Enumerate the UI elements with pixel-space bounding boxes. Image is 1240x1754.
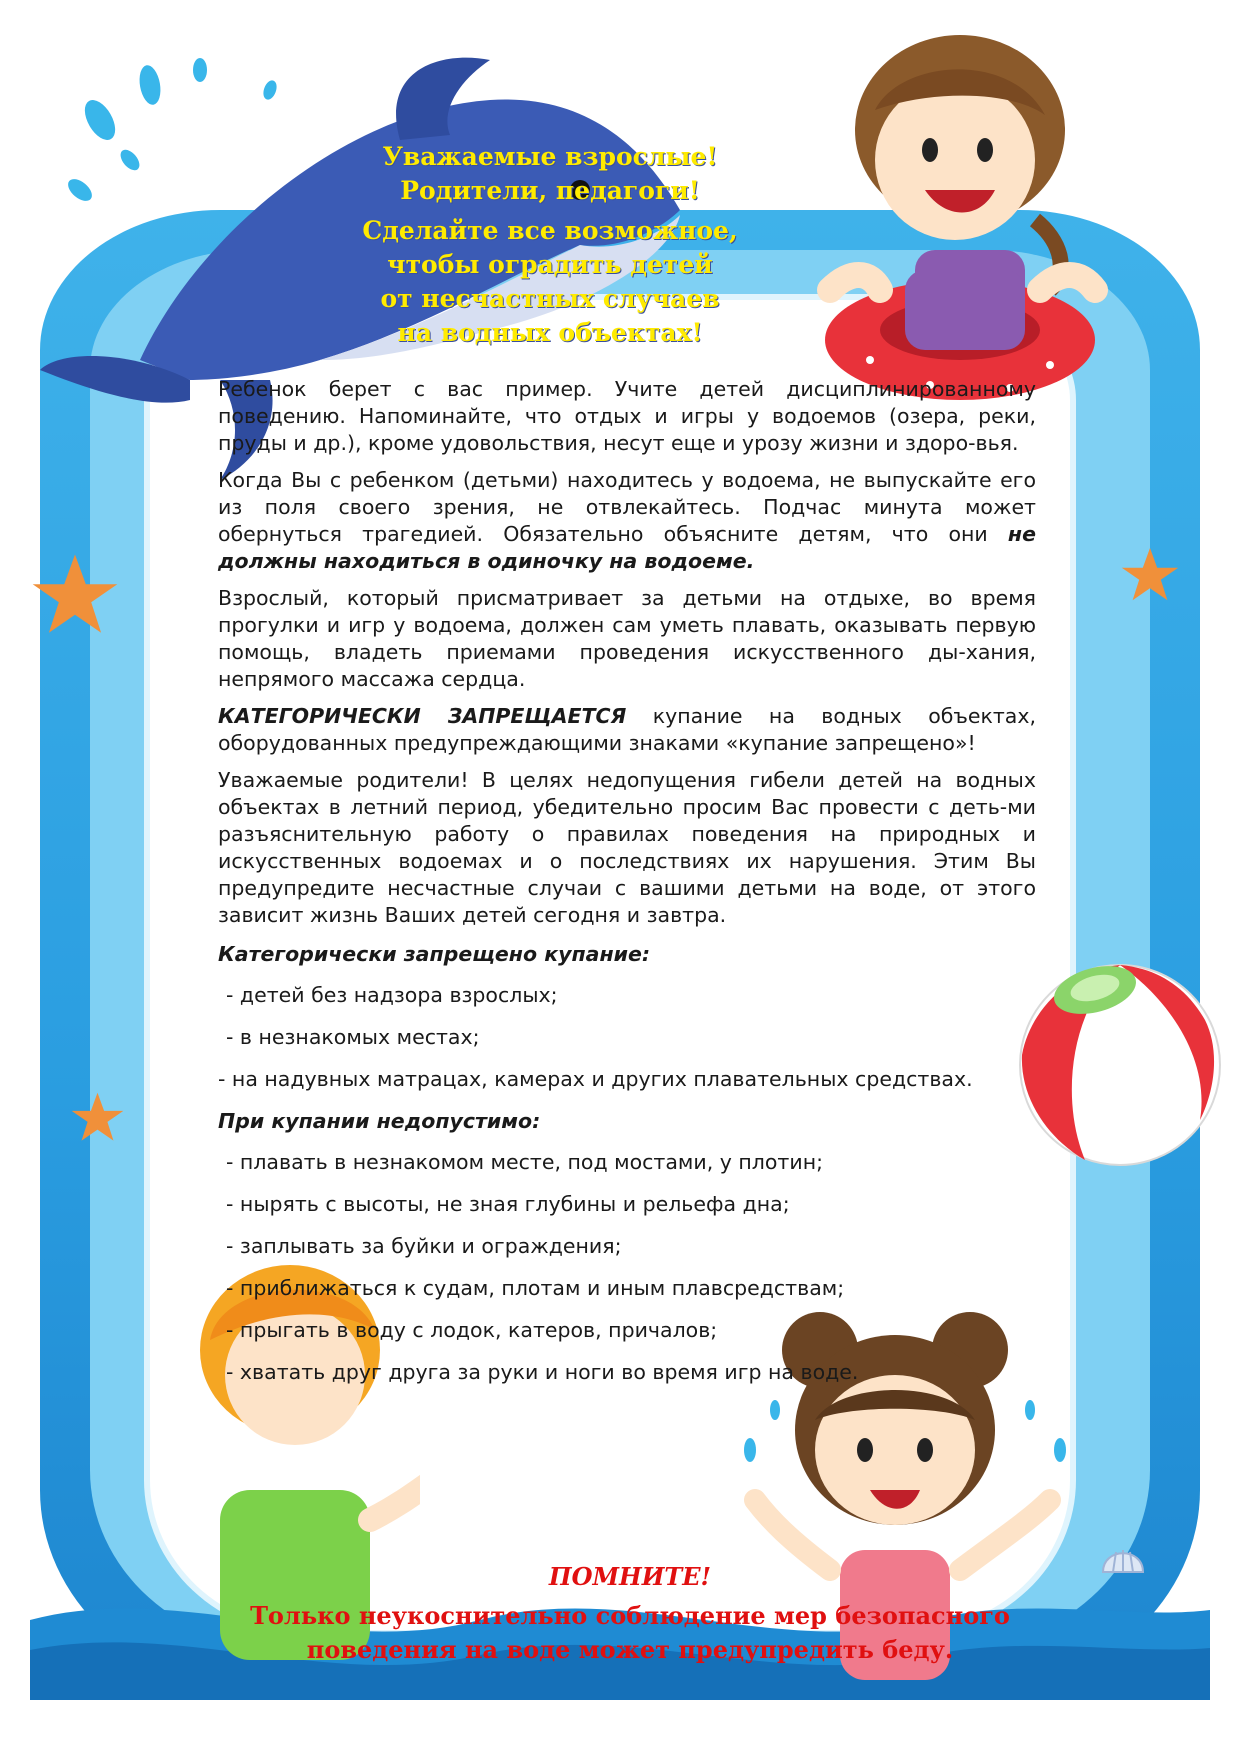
beach-ball-icon <box>1010 950 1230 1180</box>
starfish-icon <box>70 1090 125 1145</box>
footer-line-1: Только неукоснительно соблюдение мер безопасного <box>250 1601 1010 1630</box>
header-line-1: Уважаемые взрослые! <box>382 142 718 171</box>
remember-heading: ПОМНИТЕ! <box>548 1562 712 1591</box>
list-item: - приближаться к судам, плотам и иным плавсредствам; <box>226 1276 845 1300</box>
list-item: - плавать в незнакомом месте, под мостами, у плотин; <box>226 1150 824 1174</box>
list-1-heading: Категорически запрещено купание: <box>218 942 651 966</box>
header-line-2: Родители, педагоги! <box>400 176 700 205</box>
list-item: - прыгать в воду с лодок, катеров, причалов; <box>226 1318 718 1342</box>
header-appeal <box>300 140 800 350</box>
body-text <box>218 376 1036 1401</box>
paragraph-3: Взрослый, который присматривает за детьми на отдыхе, во время прогулки и игр у водоема, должен сам уметь плавать, оказывать первую помощь, владеть приемами проведения искусственного ды-хания, непрямого массажа сердца. <box>218 586 1036 691</box>
header-line-5: от несчастных случаев <box>380 284 720 313</box>
footer-line-2: поведения на воде может предупредить беду. <box>306 1635 954 1664</box>
list-item: - на надувных матрацах, камерах и других плавательных средствах. <box>218 1067 973 1091</box>
starfish-icon <box>30 550 120 640</box>
paragraph-2 <box>218 467 1036 575</box>
list-item: - заплывать за буйки и ограждения; <box>226 1234 622 1258</box>
list-item: - нырять с высоты, не зная глубины и рельефа дна; <box>226 1192 790 1216</box>
list-2-heading: При купании недопустимо: <box>218 1109 541 1133</box>
starfish-icon <box>1120 545 1180 605</box>
list-item: - в незнакомых местах; <box>226 1025 480 1049</box>
paragraph-4-emphasis: КАТЕГОРИЧЕСКИ ЗАПРЕЩАЕТСЯ <box>218 704 627 728</box>
seashell-icon <box>1098 1532 1148 1577</box>
header-line-6: на водных объектах! <box>397 318 703 347</box>
paragraph-1: Ребенок берет с вас пример. Учите детей дисциплинированному поведению. Напоминайте, что отдых и игры у водоемов (озера, реки, пруды и др.), кроме удовольствия, несут еще и урозу жизни и здоро-вья. <box>218 377 1036 455</box>
paragraph-2-text: Когда Вы с ребенком (детьми) находитесь у водоема, не выпускайте его из поля своего зрения, не отвлекайтесь. Подчас минута может обернуться трагедией. Обязательно объясните детям, что они <box>218 468 1036 546</box>
list-item: - хватать друг друга за руки и ноги во время игр на воде. <box>226 1360 859 1384</box>
header-line-4: чтобы оградить детей <box>387 250 713 279</box>
paragraph-4-text: купание на водных объектах, оборудованных предупреждающими знаками «купание запрещено»! <box>218 704 1037 755</box>
paragraph-5: Уважаемые родители! В целях недопущения гибели детей на водных объектах в летний период, убедительно просим Вас провести с деть-ми разъяснительную работу о правилах поведения на природных и искусственных водоемах и о последствиях их нарушения. Этим Вы предупредите несчастные случаи с вашими детьми на воде, от этого зависит жизнь Ваших детей сегодня и завтра. <box>218 768 1036 927</box>
paragraph-4 <box>218 703 1036 757</box>
list-item: - детей без надзора взрослых; <box>226 983 558 1007</box>
paragraph-2-emphasis: не должны находиться в одиночку на водоеме. <box>218 522 1036 573</box>
footer-warning <box>180 1562 1080 1667</box>
header-line-3: Сделайте все возможное, <box>362 216 738 245</box>
